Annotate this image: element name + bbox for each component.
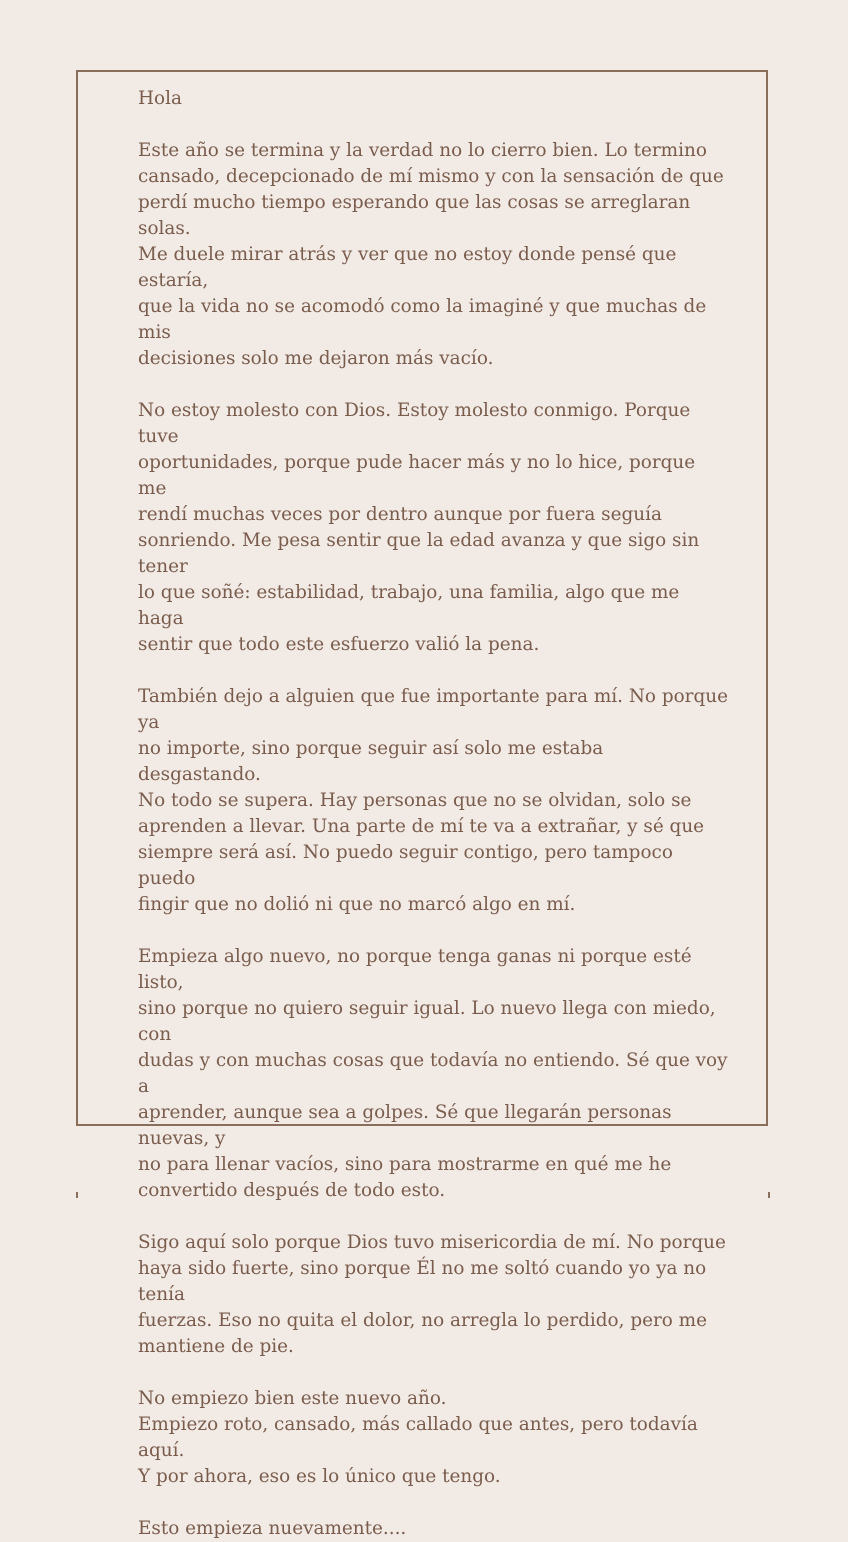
letter-greeting: Hola <box>138 88 182 109</box>
letter-paragraph-1: Este año se termina y la verdad no lo cierro bien. Lo termino cansado, decepcionado de mí mismo y con la sensación de que perdí mucho tiempo esperando que las cosas se arreglaran solas. Me duele mirar atrás y ver que no estoy donde pensé que estaría, que la vida no se acomodó como la imaginé y que muchas de mis decisiones solo me dejaron más vacío. <box>138 140 724 369</box>
letter-paragraph-5: Sigo aquí solo porque Dios tuvo misericordia de mí. No porque haya sido fuerte, sino porque Él no me soltó cuando yo ya no tenía fuerzas. Eso no quita el dolor, no arregla lo perdido, pero me mantiene de pie. <box>138 1232 726 1357</box>
letter-paragraph-6: No empiezo bien este nuevo año. Empiezo roto, cansado, más callado que antes, pero todavía aquí. Y por ahora, eso es lo único que tengo. <box>138 1388 698 1487</box>
letter-paragraph-3: También dejo a alguien que fue importante para mí. No porque ya no importe, sino porque seguir así solo me estaba desgastando. No todo se supera. Hay personas que no se olvidan, solo se aprenden a llevar. Una parte de mí te va a extrañar, y sé que siempre será así. No puedo seguir contigo, pero tampoco puedo fingir que no dolió ni que no marcó algo en mí. <box>138 686 728 915</box>
letter-body <box>138 86 728 1542</box>
letter-paragraph-2: No estoy molesto con Dios. Estoy molesto conmigo. Porque tuve oportunidades, porque pude hacer más y no lo hice, porque me rendí muchas veces por dentro aunque por fuera seguía sonriendo. Me pesa sentir que la edad avanza y que sigo sin tener lo que soñé: estabilidad, trabajo, una familia, algo que me haga sentir que todo este esfuerzo valió la pena. <box>138 400 700 655</box>
crop-mark-left <box>76 1192 78 1198</box>
letter-paragraph-4: Empieza algo nuevo, no porque tenga ganas ni porque esté listo, sino porque no quiero seguir igual. Lo nuevo llega con miedo, con dudas y con muchas cosas que todavía no entiendo. Sé que voy a aprender, aunque sea a golpes. Sé que llegarán personas nuevas, y no para llenar vacíos, sino para mostrarme en qué me he convertido después de todo esto. <box>138 946 728 1201</box>
letter-closing: Esto empieza nuevamente.... <box>138 1518 407 1539</box>
crop-mark-right <box>768 1192 770 1198</box>
